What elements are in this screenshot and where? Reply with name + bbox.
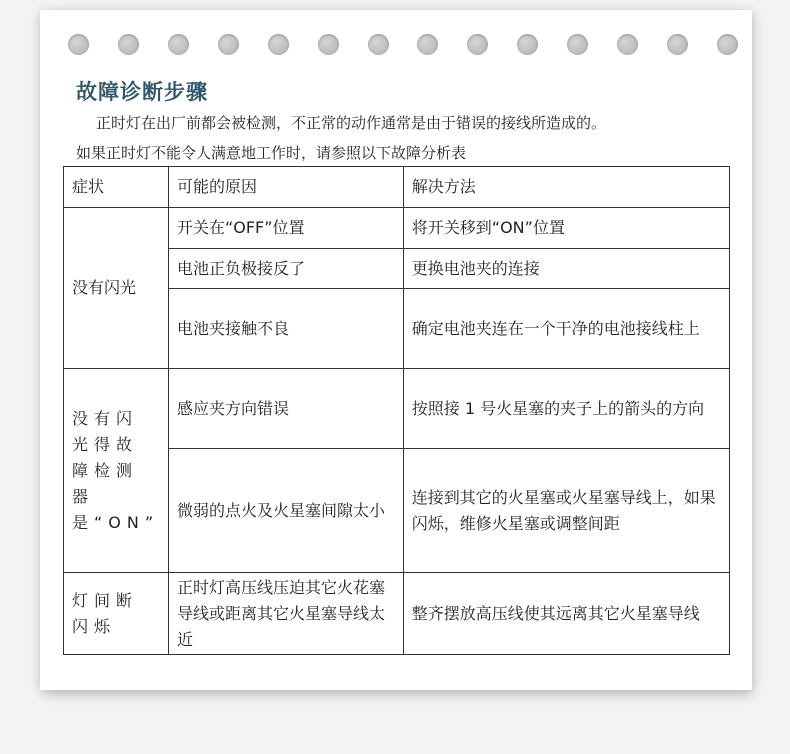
header-symptom: 症状 <box>64 167 169 208</box>
binder-hole <box>717 34 738 55</box>
cause-cell: 电池正负极接反了 <box>168 249 403 289</box>
symptom-cell: 没有闪光得故障检测器是“ON” <box>64 369 169 573</box>
troubleshooting-table <box>63 166 730 655</box>
binder-hole <box>417 34 438 55</box>
solution-cell: 确定电池夹连在一个干净的电池接线柱上 <box>403 289 729 369</box>
symptom-cell: 没有闪光 <box>64 208 169 369</box>
page-title: 故障诊断步骤 <box>76 80 208 104</box>
cause-cell: 微弱的点火及火星塞间隙太小 <box>168 449 403 573</box>
binder-hole <box>467 34 488 55</box>
binder-hole <box>168 34 189 55</box>
solution-cell: 将开关移到“ON”位置 <box>403 208 729 249</box>
table-row <box>64 208 730 249</box>
binder-hole <box>118 34 139 55</box>
binder-hole <box>567 34 588 55</box>
solution-cell: 更换电池夹的连接 <box>403 249 729 289</box>
binder-hole <box>517 34 538 55</box>
binder-hole <box>218 34 239 55</box>
cause-cell: 电池夹接触不良 <box>168 289 403 369</box>
cause-cell: 感应夹方向错误 <box>168 369 403 449</box>
intro-line-1: 正时灯在出厂前都会被检测，不正常的动作通常是由于错误的接线所造成的。 <box>96 114 607 132</box>
notebook-card <box>40 10 752 690</box>
binder-holes <box>68 34 738 56</box>
intro-line-2: 如果正时灯不能令人满意地工作时，请参照以下故障分析表 <box>76 144 467 162</box>
binder-hole <box>268 34 289 55</box>
binder-hole <box>368 34 389 55</box>
cause-cell: 正时灯高压线压迫其它火花塞导线或距离其它火星塞导线太近 <box>168 573 403 655</box>
table-row <box>64 573 730 655</box>
solution-cell: 整齐摆放高压线使其远离其它火星塞导线 <box>403 573 729 655</box>
binder-hole <box>617 34 638 55</box>
header-solution: 解决方法 <box>403 167 729 208</box>
header-cause: 可能的原因 <box>168 167 403 208</box>
solution-cell: 按照接 1 号火星塞的夹子上的箭头的方向 <box>403 369 729 449</box>
cause-cell: 开关在“OFF”位置 <box>168 208 403 249</box>
table-header-row <box>64 167 730 208</box>
binder-hole <box>68 34 89 55</box>
symptom-cell: 灯间断闪烁 <box>64 573 169 655</box>
table-row <box>64 369 730 449</box>
intro-paragraph <box>76 108 746 168</box>
binder-hole <box>667 34 688 55</box>
binder-hole <box>318 34 339 55</box>
solution-cell: 连接到其它的火星塞或火星塞导线上，如果闪烁，维修火星塞或调整间距 <box>403 449 729 573</box>
